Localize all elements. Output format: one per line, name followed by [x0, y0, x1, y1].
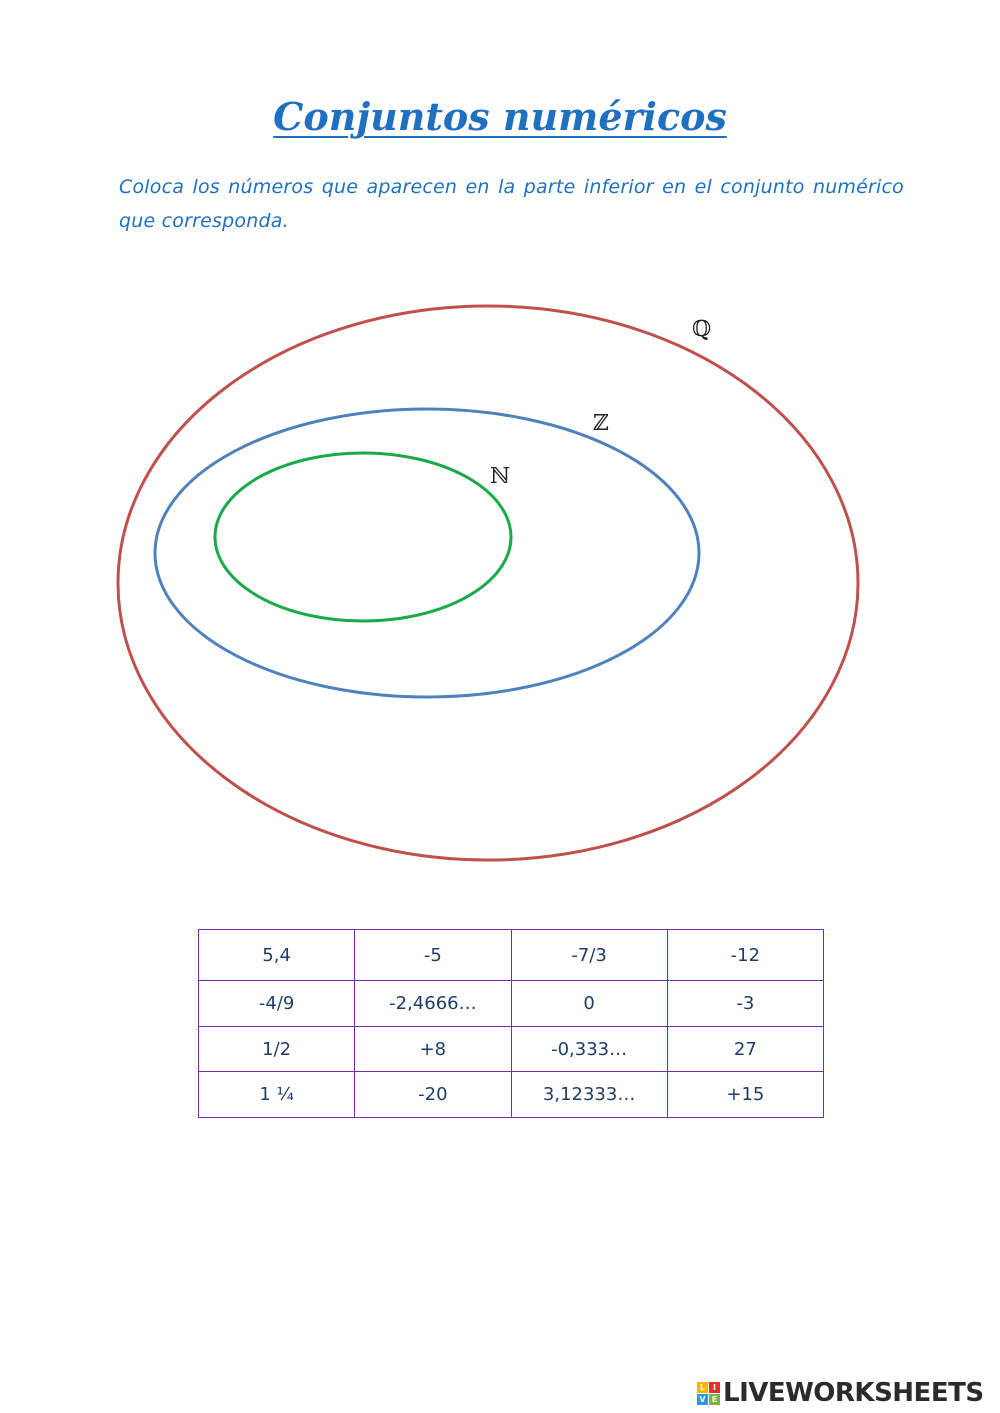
instructions-text: Coloca los números que aparecen en la parte inferior en el conjunto numérico que corresponda. [119, 176, 904, 232]
number-cell[interactable]: 0 [511, 981, 667, 1027]
table-row [199, 981, 824, 1027]
liveworksheets-logo[interactable] [697, 1378, 984, 1408]
number-cell[interactable]: -3 [667, 981, 823, 1027]
number-cell[interactable]: +15 [667, 1072, 823, 1118]
number-cell[interactable]: 27 [667, 1027, 823, 1072]
number-cell[interactable]: -7/3 [511, 930, 667, 981]
table-row [199, 1072, 824, 1118]
number-cell[interactable]: +8 [355, 1027, 511, 1072]
numbers-table [198, 929, 824, 1118]
table-row [199, 930, 824, 981]
set-n-ellipse [215, 453, 511, 621]
number-cell[interactable]: 3,12333… [511, 1072, 667, 1118]
set-z-label: ℤ [593, 411, 610, 436]
number-cell[interactable]: -2,4666… [355, 981, 511, 1027]
set-z-ellipse [155, 409, 699, 697]
set-q-label: ℚ [692, 317, 712, 342]
number-cell[interactable]: -0,333… [511, 1027, 667, 1072]
number-cell[interactable]: -5 [355, 930, 511, 981]
brand-name: LIVEWORKSHEETS [723, 1378, 984, 1408]
set-n-label: ℕ [490, 464, 511, 489]
number-cell[interactable]: -12 [667, 930, 823, 981]
number-cell[interactable]: 1/2 [199, 1027, 355, 1072]
number-cell[interactable]: -20 [355, 1072, 511, 1118]
worksheet-title: Conjuntos numéricos [273, 94, 727, 139]
number-cell[interactable]: 5,4 [199, 930, 355, 981]
number-cell[interactable]: -4/9 [199, 981, 355, 1027]
number-cell[interactable]: 1 ¼ [199, 1072, 355, 1118]
logo-mark-icon: L I V E [697, 1382, 720, 1405]
table-row [199, 1027, 824, 1072]
